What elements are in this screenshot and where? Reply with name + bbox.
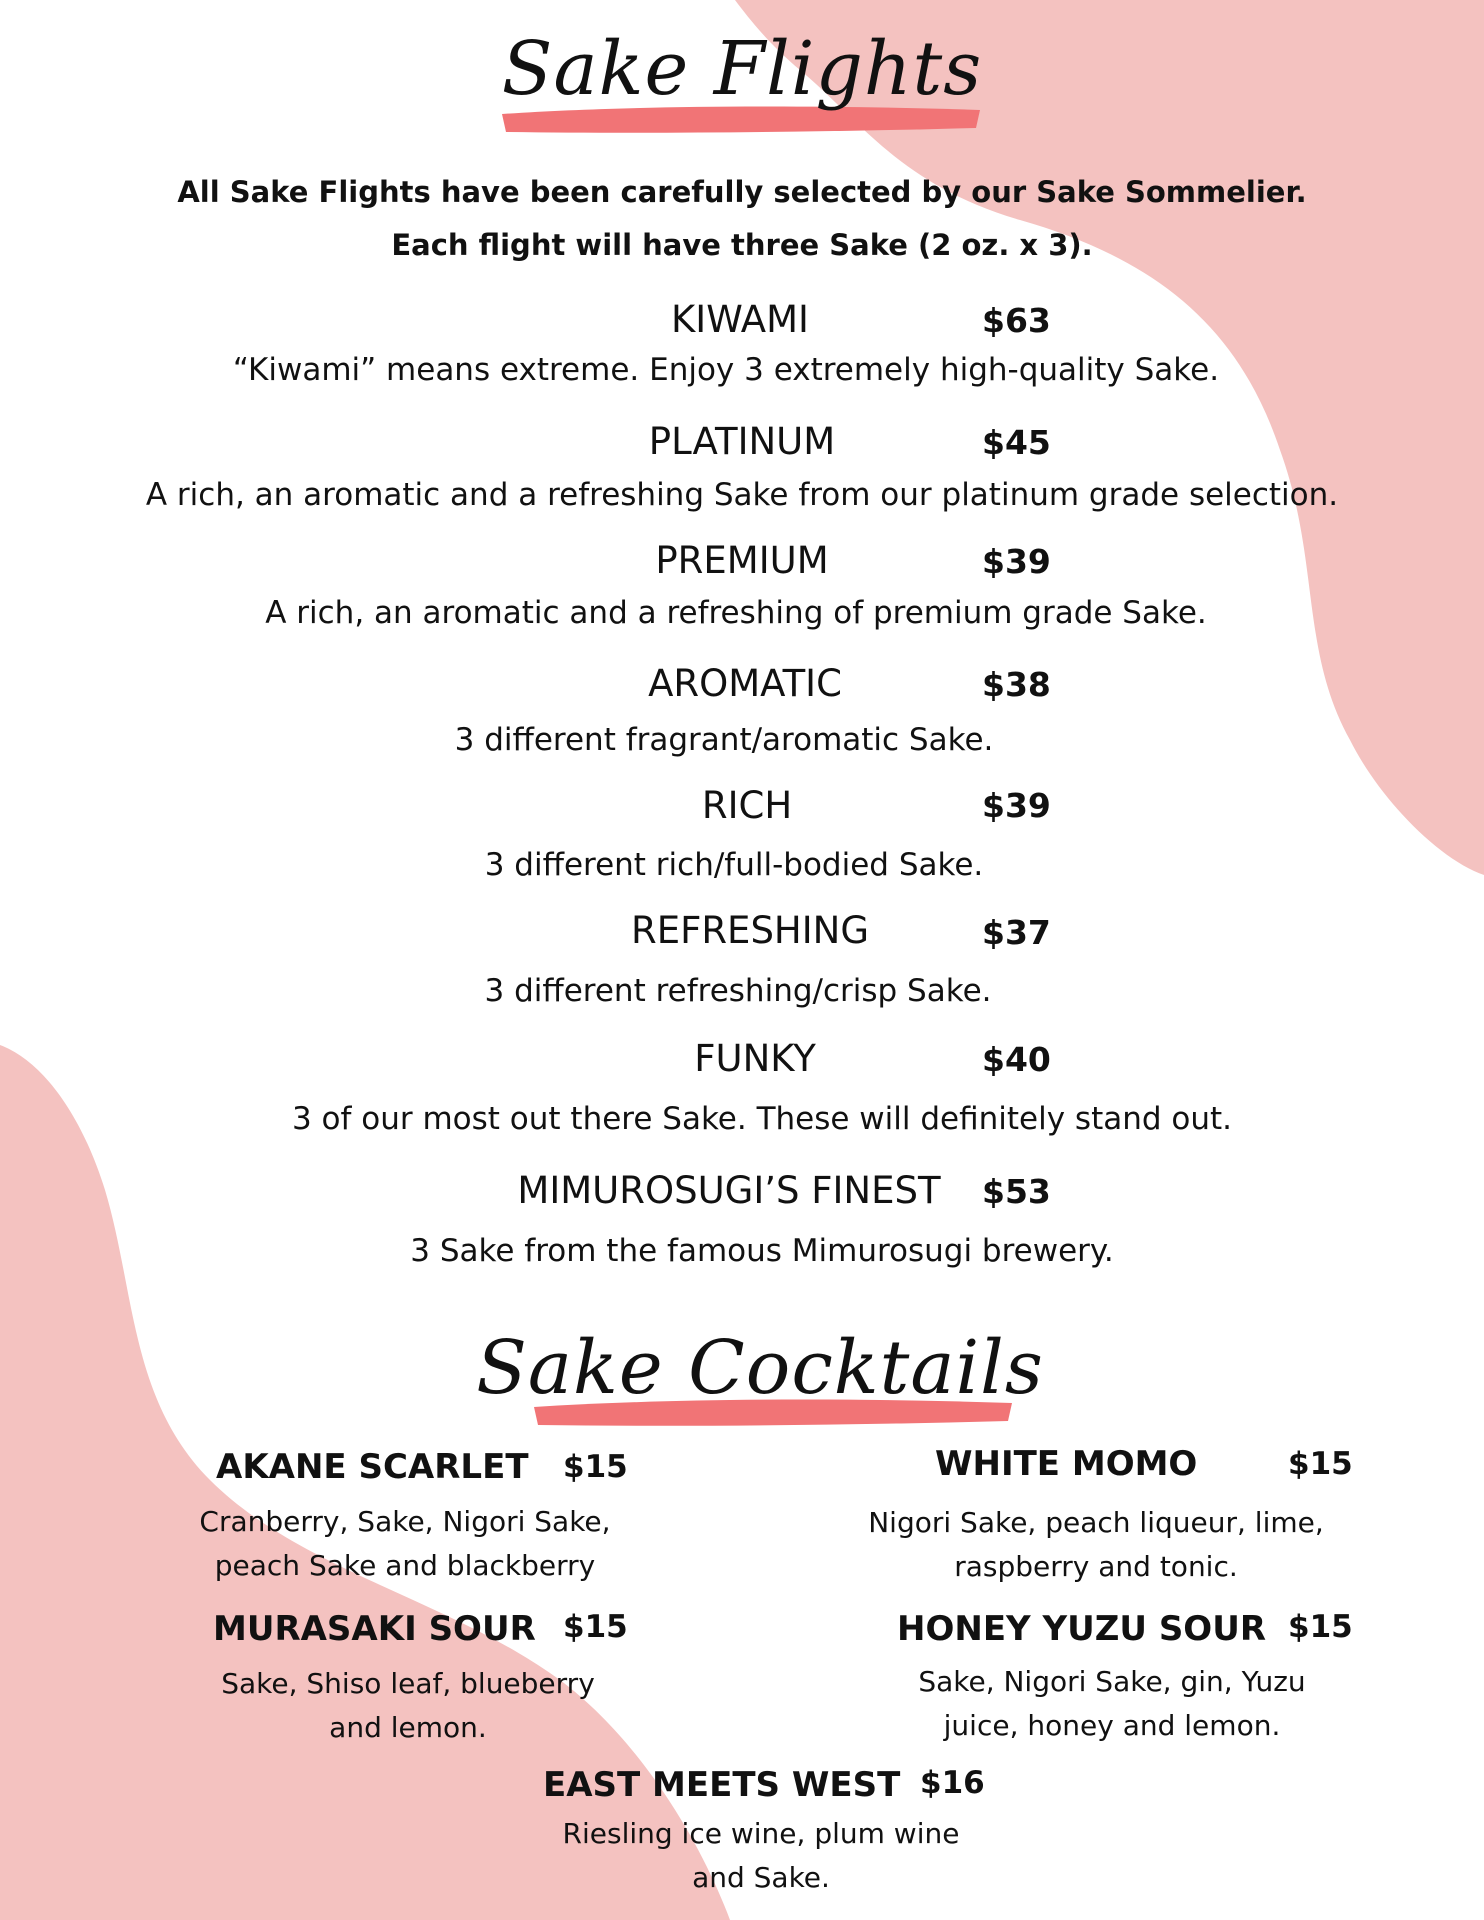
flight-description: 3 different refreshing/crisp Sake. xyxy=(484,973,992,1009)
flight-price: $45 xyxy=(982,423,1051,462)
flight-name: RICH xyxy=(701,784,793,827)
cocktail-price: $16 xyxy=(920,1765,985,1801)
cocktail-name: WHITE MOMO xyxy=(935,1444,1198,1484)
intro-line-1: All Sake Flights have been carefully selected by our Sake Sommelier. xyxy=(177,175,1307,209)
cocktail-desc-line: Sake, Nigori Sake, gin, Yuzu xyxy=(918,1665,1306,1698)
cocktail-description xyxy=(846,1501,1346,1589)
cocktails-title: Sake Cocktails xyxy=(476,1325,1044,1411)
flight-description: 3 different fragrant/aromatic Sake. xyxy=(454,722,994,758)
flight-name: MIMUROSUGI’S FINEST xyxy=(517,1169,941,1212)
flight-description: A rich, an aromatic and a refreshing of premium grade Sake. xyxy=(265,595,1207,631)
flights-title: Sake Flights xyxy=(501,26,983,112)
flight-price: $37 xyxy=(982,913,1051,952)
cocktail-name: HONEY YUZU SOUR xyxy=(897,1609,1267,1649)
flight-description: 3 Sake from the famous Mimurosugi brewery. xyxy=(410,1233,1114,1269)
cocktail-desc-line: Nigori Sake, peach liqueur, lime, xyxy=(868,1506,1324,1539)
cocktail-desc-line: Riesling ice wine, plum wine xyxy=(562,1817,960,1850)
cocktail-desc-line: and lemon. xyxy=(329,1711,487,1744)
flight-price: $39 xyxy=(982,542,1051,581)
intro-line-2: Each flight will have three Sake (2 oz. x 3). xyxy=(391,228,1093,262)
cocktail-desc-line: raspberry and tonic. xyxy=(954,1550,1238,1583)
flights-intro xyxy=(0,166,1484,272)
cocktail-price: $15 xyxy=(1288,1446,1353,1482)
cocktail-desc-line: Cranberry, Sake, Nigori Sake, xyxy=(199,1505,611,1538)
cocktail-desc-line: juice, honey and lemon. xyxy=(943,1709,1281,1742)
flight-description: A rich, an aromatic and a refreshing Sake from our platinum grade selection. xyxy=(145,477,1339,513)
flight-name: PLATINUM xyxy=(648,420,836,463)
cocktail-desc-line: and Sake. xyxy=(692,1861,830,1894)
flight-name: PREMIUM xyxy=(655,539,829,582)
flight-price: $53 xyxy=(982,1172,1051,1211)
flight-description: 3 of our most out there Sake. These will definitely stand out. xyxy=(291,1101,1233,1137)
flight-name: FUNKY xyxy=(694,1037,816,1080)
cocktail-name: MURASAKI SOUR xyxy=(213,1609,536,1649)
flight-name: KIWAMI xyxy=(671,298,809,341)
flight-description: 3 different rich/full-bodied Sake. xyxy=(484,847,984,883)
cocktail-price: $15 xyxy=(1288,1609,1353,1645)
cocktail-desc-line: Sake, Shiso leaf, blueberry xyxy=(221,1667,595,1700)
flight-name: AROMATIC xyxy=(648,662,842,705)
flight-price: $40 xyxy=(982,1040,1051,1079)
cocktail-description xyxy=(511,1812,1011,1900)
cocktail-name: EAST MEETS WEST xyxy=(543,1765,901,1805)
cocktail-price: $15 xyxy=(563,1449,628,1485)
cocktail-price: $15 xyxy=(563,1609,628,1645)
flight-price: $38 xyxy=(982,665,1051,704)
cocktail-description xyxy=(158,1662,658,1750)
flight-price: $39 xyxy=(982,786,1051,825)
cocktail-name: AKANE SCARLET xyxy=(216,1447,529,1487)
flight-description: “Kiwami” means extreme. Enjoy 3 extremely high-quality Sake. xyxy=(232,352,1220,388)
flight-name: REFRESHING xyxy=(630,909,870,952)
cocktail-description xyxy=(155,1500,655,1588)
flight-price: $63 xyxy=(982,301,1051,340)
cocktail-desc-line: peach Sake and blackberry xyxy=(214,1549,596,1582)
cocktail-description xyxy=(862,1660,1362,1748)
